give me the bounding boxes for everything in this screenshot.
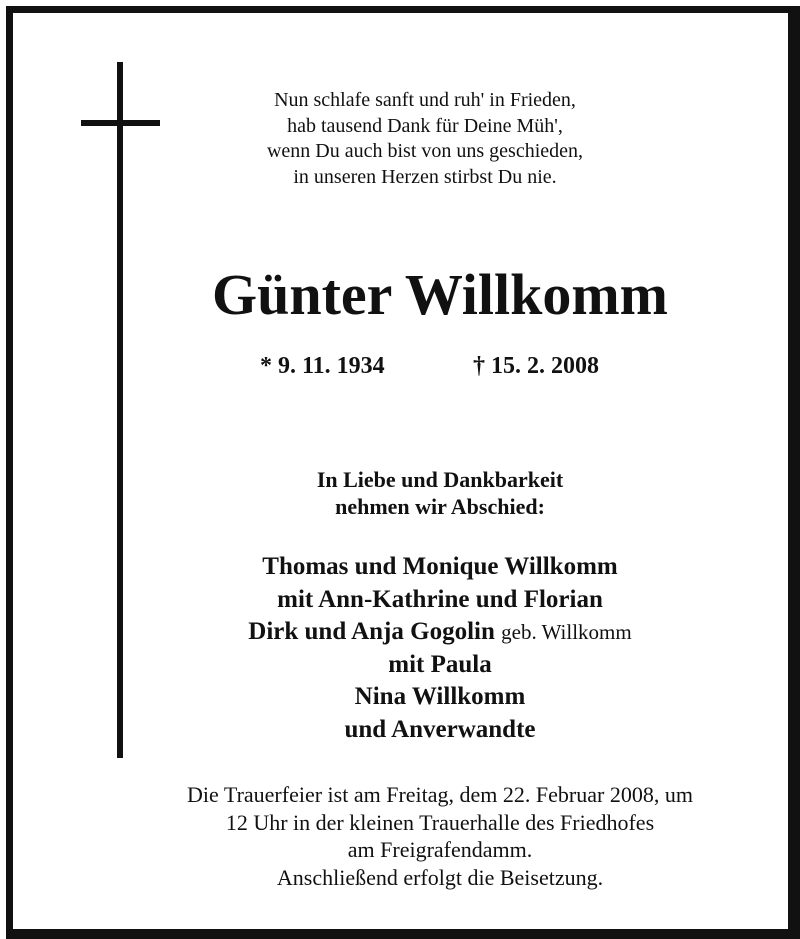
- funeral-line: Die Trauerfeier ist am Freitag, dem 22. Februar 2008, um: [187, 782, 693, 807]
- verse: [205, 88, 645, 190]
- mourners-list: [110, 551, 770, 746]
- deceased-name: Günter Willkomm: [211, 262, 668, 327]
- farewell-line: nehmen wir Abschied:: [335, 494, 545, 519]
- verse-line: hab tausend Dank für Deine Müh',: [287, 114, 563, 137]
- death-date: † 15. 2. 2008: [473, 353, 599, 379]
- maiden-name-note: geb. Willkomm: [501, 620, 632, 644]
- funeral-details: [100, 781, 780, 891]
- funeral-line: 12 Uhr in der kleinen Trauerhalle des Friedhofes: [225, 809, 655, 835]
- mourner-line: mit Paula: [388, 650, 492, 678]
- farewell-line: In Liebe und Dankbarkeit: [316, 467, 564, 492]
- mourner-name: Dirk und Anja Gogolin: [248, 618, 495, 645]
- mourner-line: Thomas und Monique Willkomm: [262, 553, 618, 580]
- farewell-text: [180, 466, 700, 520]
- mourner-line: Nina Willkomm: [354, 683, 526, 710]
- verse-line: in unseren Herzen stirbst Du nie.: [293, 165, 557, 188]
- life-dates: [250, 353, 630, 383]
- mourner-line: und Anverwandte: [344, 715, 536, 743]
- cross-bar: [81, 120, 160, 126]
- verse-line: wenn Du auch bist von uns geschieden,: [266, 140, 584, 162]
- birth-date: * 9. 11. 1934: [260, 353, 385, 379]
- mourner-line: [110, 616, 770, 649]
- funeral-line: Anschließend erfolgt die Beisetzung.: [276, 864, 604, 890]
- funeral-line: am Freigrafendamm.: [347, 837, 533, 862]
- verse-line: Nun schlafe sanft und ruh' in Frieden,: [274, 89, 576, 111]
- mourner-line: mit Ann-Kathrine und Florian: [277, 585, 603, 613]
